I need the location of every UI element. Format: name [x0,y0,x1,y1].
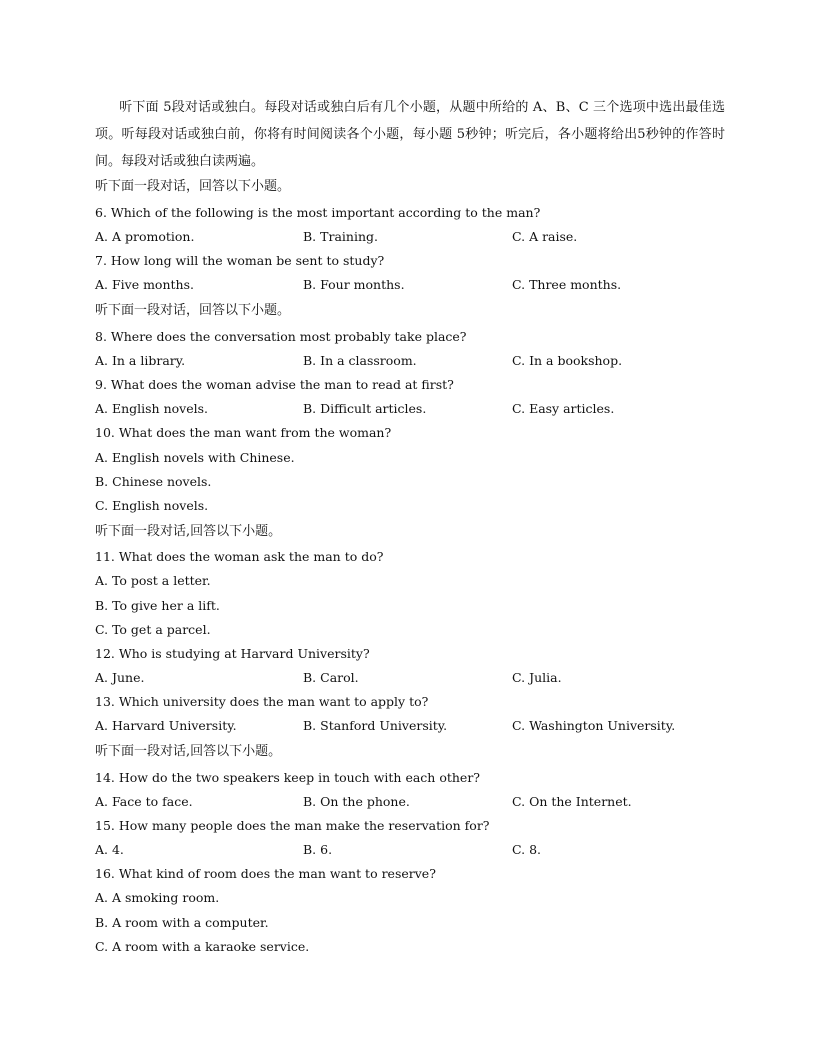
option-a[interactable]: A. June. [95,670,145,685]
section-heading: 听下面一段对话,回答以下小题。 [95,744,282,759]
option-b[interactable]: B. On the phone. [303,794,410,809]
option-b[interactable]: B. A room with a computer. [95,915,269,930]
option-c[interactable]: C. A raise. [512,229,578,244]
option-b[interactable]: B. Carol. [303,670,359,685]
option-a[interactable]: A. A smoking room. [95,890,220,905]
option-c[interactable]: C. 8. [512,842,541,857]
option-c[interactable]: C. Easy articles. [512,401,615,416]
option-a[interactable]: A. Face to face. [95,794,193,809]
question-stem: 8. Where does the conversation most probably take place? [95,329,467,344]
option-b[interactable]: B. Training. [303,229,378,244]
option-c[interactable]: C. In a bookshop. [512,353,623,368]
question-stem: 7. How long will the woman be sent to study? [95,253,385,268]
option-a[interactable]: A. A promotion. [95,229,195,244]
option-a[interactable]: A. Harvard University. [95,718,237,733]
option-c[interactable]: C. To get a parcel. [95,622,211,637]
option-c[interactable]: C. On the Internet. [512,794,632,809]
option-c[interactable]: C. English novels. [95,498,209,513]
option-a[interactable]: A. English novels. [95,401,209,416]
instructions-text: 听下面 5段对话或独白。每段对话或独白后有几个小题，从题中所给的 A、B、C 三个选项中选出最佳选项。听每段对话或独白前，你将有时间阅读各个小题，每小题 5秒钟；听完后，各小题将给出5秒钟的作答时间。每段对话或独白读两遍。 [95,100,725,169]
option-b[interactable]: B. In a classroom. [303,353,417,368]
question-stem: 11. What does the woman ask the man to do? [95,549,384,564]
question-stem: 15. How many people does the man make the reservation for? [95,818,490,833]
option-a[interactable]: A. Five months. [95,277,194,292]
question-stem: 12. Who is studying at Harvard University? [95,646,370,661]
question-stem: 9. What does the woman advise the man to read at first? [95,377,454,392]
option-c[interactable]: C. Washington University. [512,718,676,733]
option-a[interactable]: A. 4. [95,842,124,857]
question-stem: 10. What does the man want from the woman? [95,425,392,440]
section-heading: 听下面一段对话，回答以下小题。 [95,179,291,194]
option-a[interactable]: A. In a library. [95,353,186,368]
question-stem: 13. Which university does the man want to apply to? [95,694,429,709]
option-c[interactable]: C. A room with a karaoke service. [95,939,310,954]
option-b[interactable]: B. 6. [303,842,333,857]
option-c[interactable]: C. Three months. [512,277,622,292]
option-b[interactable]: B. Difficult articles. [303,401,427,416]
option-b[interactable]: B. Stanford University. [303,718,448,733]
option-b[interactable]: B. Four months. [303,277,405,292]
option-b[interactable]: B. Chinese novels. [95,474,212,489]
question-stem: 14. How do the two speakers keep in touch with each other? [95,770,481,785]
option-c[interactable]: C. Julia. [512,670,562,685]
instructions-paragraph [95,94,725,175]
question-stem: 16. What kind of room does the man want to reserve? [95,866,436,881]
option-a[interactable]: A. To post a letter. [95,573,211,588]
section-heading: 听下面一段对话，回答以下小题。 [95,303,291,318]
option-b[interactable]: B. To give her a lift. [95,598,220,613]
section-heading: 听下面一段对话,回答以下小题。 [95,524,282,539]
option-a[interactable]: A. English novels with Chinese. [95,450,295,465]
question-stem: 6. Which of the following is the most important according to the man? [95,205,541,220]
